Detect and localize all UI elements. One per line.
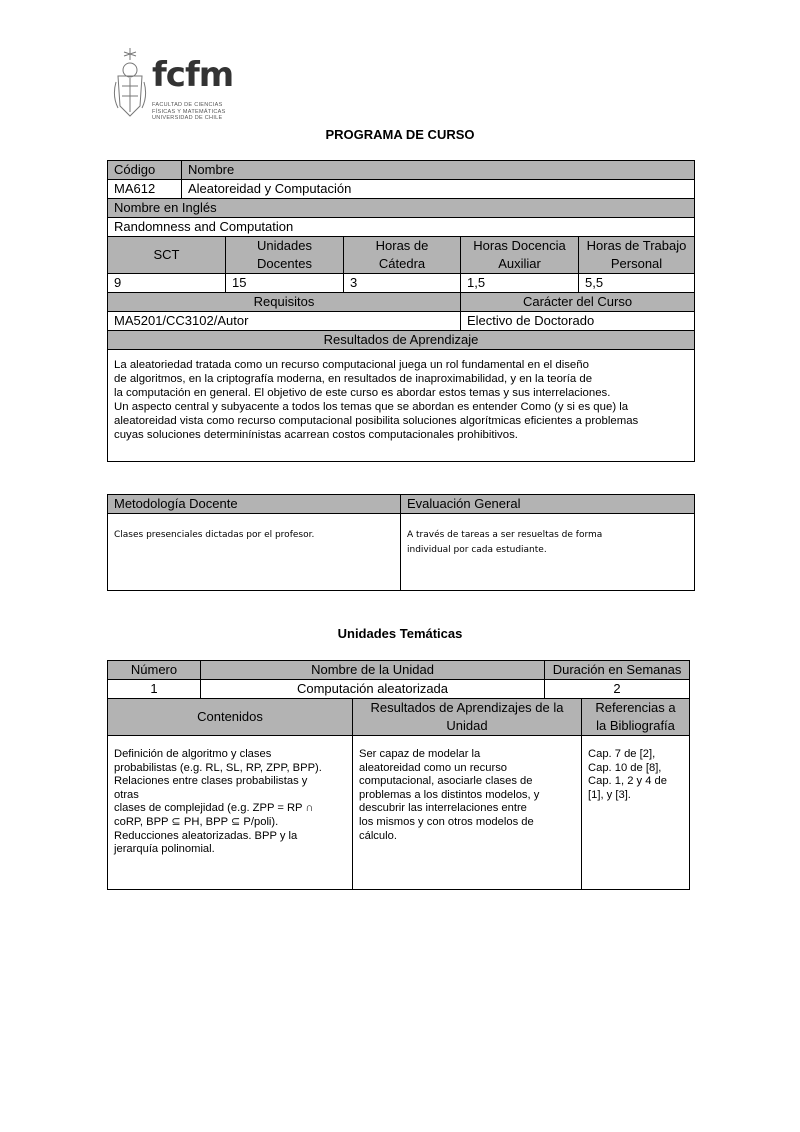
requisitos-label: Requisitos [108,293,461,312]
resultados-text: La aleatoriedad tratada como un recurso computacional juega un rol fundamental en el diseño de algoritmos, en la criptografía moderna, en resultados de inaproximabilidad, y en la teoría de la computación en general. El objetivo de este curso es abordar estos temas y sus interrelaciones. Un aspecto central y subyacente a todos los temas que se abordan es entender Como (y si es que) la aleatoreidad vista como recurso computacional posibilita soluciones algorítmicas eficientes a problemas cuyas soluciones determinínistas acarrean costos computacionales prohibitivos. [108,350,695,462]
english-name-label: Nombre en Inglés [108,199,695,218]
sct-label: SCT [108,237,226,274]
unidad-table [107,660,690,890]
evaluacion-label: Evaluación General [401,495,695,514]
contenidos-text: Definición de algoritmo y clases probabilistas (e.g. RL, SL, RP, ZPP, BPP). Relaciones entre clases probabilistas y otras clases de complejidad (e.g. ZPP = RP ∩ coRP, BPP ⊆ PH, BPP ⊆ P/poli). Reducciones aleatorizadas. BPP y la jerarquía polinomial. [108,736,353,890]
evaluacion-text: A través de tareas a ser resueltas de forma individual por cada estudiante. [401,514,695,591]
horas-catedra-label: Horas de Cátedra [344,237,461,274]
numero-label: Número [108,661,201,680]
caracter-value: Electivo de Doctorado [461,312,695,331]
metodologia-text: Clases presenciales dictadas por el profesor. [108,514,401,591]
referencias-text: Cap. 7 de [2], Cap. 10 de [8], Cap. 1, 2 y 4 de [1], y [3]. [582,736,690,890]
university-seal-icon [112,46,148,130]
course-info-table [107,160,695,462]
trabajo-value: 5,5 [579,274,695,293]
course-code: MA612 [108,180,182,199]
catedra-value: 3 [344,274,461,293]
english-name: Randomness and Computation [108,218,695,237]
nombre-unidad-label: Nombre de la Unidad [201,661,545,680]
auxiliar-value: 1,5 [461,274,579,293]
unidades-docentes-label: Unidades Docentes [226,237,344,274]
duracion-label: Duración en Semanas [545,661,690,680]
horas-auxiliar-label: Horas Docencia Auxiliar [461,237,579,274]
requisitos-value: MA5201/CC3102/Autor [108,312,461,331]
nombre-label: Nombre [182,161,695,180]
page-title: PROGRAMA DE CURSO [325,127,475,142]
brand-name: fcfm [152,55,234,95]
unidades-value: 15 [226,274,344,293]
unidad-duracion: 2 [545,680,690,699]
resultados-unidad-text: Ser capaz de modelar la aleatoreidad como un recurso computacional, asociarle clases de problemas a los distintos modelos, y descubrir las interrelaciones entre los mismos y con otros modelos de cálculo. [353,736,582,890]
metodologia-table [107,494,695,591]
horas-trabajo-label: Horas de Trabajo Personal [579,237,695,274]
sct-value: 9 [108,274,226,293]
faculty-logo [112,46,238,130]
codigo-label: Código [108,161,182,180]
unidad-nombre: Computación aleatorizada [201,680,545,699]
metodologia-label: Metodología Docente [108,495,401,514]
resultados-label: Resultados de Aprendizaje [108,331,695,350]
brand-subtitle: FACULTAD DE CIENCIAS FÍSICAS Y MATEMÁTICAS UNIVERSIDAD DE CHILE [152,102,226,121]
resultados-unidad-label: Resultados de Aprendizajes de la Unidad [353,699,582,736]
unidades-title: Unidades Temáticas [337,626,463,641]
referencias-label: Referencias a la Bibliografía [582,699,690,736]
contenidos-label: Contenidos [108,699,353,736]
caracter-label: Carácter del Curso [461,293,695,312]
unidad-numero: 1 [108,680,201,699]
course-name: Aleatoreidad y Computación [182,180,695,199]
